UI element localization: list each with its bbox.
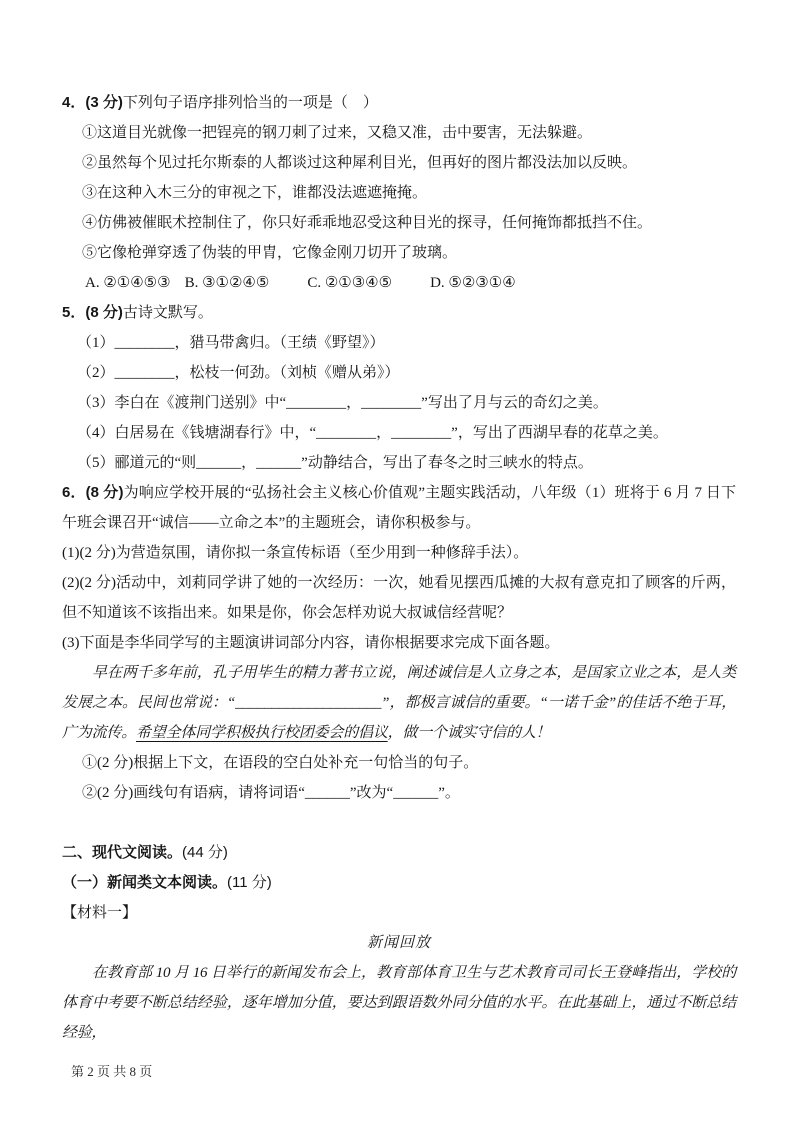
question-4-sentence-1: ①这道目光就像一把锃亮的钢刀刺了过来，又稳又准，击中要害，无法躲避。 [82,125,593,141]
question-6-header [62,478,736,538]
question-5-item-3: （3）李白在《渡荆门送别》中“________，________”写出了月与云的奇幻之美。 [77,395,608,411]
page-content [62,88,736,1048]
question-6-sub-2: (2)(2 分)活动中，刘莉同学讲了她的一次经历：一次，她看见摆西瓜摊的大叔有意克扣了顾客的斤两，但不知道该不该指出来。如果是你，你会怎样劝说大叔诚信经营呢？ [62,575,736,621]
speech-underlined-phrase: 希望全体同学积极执行校团委会的倡议 [136,725,388,741]
question-5-item-1: （1）________，猎马带禽归。（王绩《野望》） [77,335,385,351]
question-6-sub-3-item-2: ②(2 分)画线句有语病，请将词语“______”改为“______”。 [82,785,460,801]
question-4-number: 4．(3 分) [62,94,123,111]
question-6-sub-1: (1)(2 分)为营造氛围，请你拟一条宣传标语（至少用到一种修辞手法）。 [62,545,529,561]
question-4-sentence-4: ④仿佛被催眠术控制住了，你只好乖乖地忍受这种目光的探寻，任何掩饰都抵挡不住。 [82,215,653,231]
speech-part-3: ，做一个诚实守信的人！ [387,725,551,741]
section-2-sub-title: （一）新闻类文本阅读。 [62,875,228,891]
material-1-label: 【材料一】 [62,905,138,921]
option-c: C. ②①③④⑤ [307,275,393,291]
section-2-points: (44 分) [182,844,228,861]
material-1-title: 新闻回放 [366,935,431,951]
question-5-number: 5．(8 分) [62,304,123,321]
question-6-intro: 为响应学校开展的“弘扬社会主义核心价值观”主题实践活动，八年级（1）班将于 6 月 7 日下午班会课召开“诚信——立命之本”的主题班会，请你积极参与。 [62,485,737,531]
question-4-header [62,88,736,118]
speech-blank-line: ____________________ [235,695,382,711]
section-2-sub-points: (11 分) [227,874,272,891]
speech-passage [62,658,736,748]
question-5-item-4: （4）白居易在《钱塘湖春行》中，“________，________”，写出了西湖早春的花草之美。 [77,425,668,441]
question-5-item-5: （5）郦道元的“则______，______”动静结合，写出了春冬之时三峡水的特点。 [77,455,593,471]
option-a: A. ②①④⑤③ [85,275,171,291]
question-6-sub-3-item-1: ①(2 分)根据上下文，在语段的空白处补充一句恰当的句子。 [82,755,479,771]
option-b: B. ③①②④⑤ [184,275,270,291]
question-6-sub-3: (3)下面是李华同学写的主题演讲词部分内容，请你根据要求完成下面各题。 [62,635,560,651]
section-2-heading [62,838,736,868]
option-d: D. ⑤②③①④ [430,275,516,291]
page-footer: 第 2 页 共 8 页 [71,1064,153,1079]
question-4-sentence-3: ③在这种入木三分的审视之下，谁都没法遮遮掩掩。 [82,185,428,201]
speech-part-2: ”，都极言诚信的重要。“一诺千金”的佳话不绝于耳，广为流传。 [62,695,737,741]
question-4-sentence-5: ⑤它像枪弹穿透了伪装的甲胄，它像金刚刀切开了玻璃。 [82,245,458,261]
question-5-item-2: （2）________，松枝一何劲。（刘桢《赠从弟》） [77,365,400,381]
question-6-number: 6．(8 分) [62,484,124,501]
question-4-options-row [62,268,736,298]
question-4-sentence-2: ②虽然每个见过托尔斯泰的人都谈过这种犀利目光，但再好的图片都没法加以反映。 [82,155,638,171]
material-1-text: 在教育部 10 月 16 日举行的新闻发布会上，教育部体育卫生与艺术教育司司长王登峰指出，学校的体育中考要不断总结经验，逐年增加分值，要达到跟语数外同分值的水平。在此基础上，通过不断总结经验， [62,965,736,1041]
question-4-title: 下列句子语序排列恰当的一项是（ ） [122,95,378,111]
question-5-header [62,298,736,328]
section-2-title: 二、现代文阅读。 [62,845,183,861]
speech-part-1: 早在两千多年前，孔子用毕生的精力著书立说，阐述诚信是人立身之本，是国家立业之本，是人类发展之本。民间也常说：“ [62,665,736,711]
question-5-title: 古诗文默写。 [122,305,213,321]
section-2-sub-heading [62,868,736,898]
